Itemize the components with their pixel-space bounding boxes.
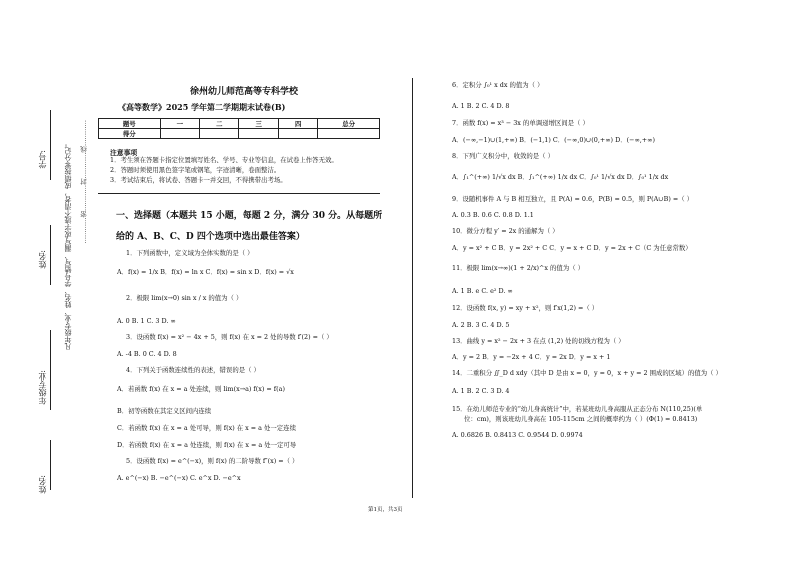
question-stem: 13．曲线 y = x² − 2x + 3 在点 (1,2) 处的切线方程为（ ）: [452, 337, 625, 345]
binding-name-bottom: 姓名:: [38, 475, 47, 494]
question-options: A．f(x) = 1/x B．f(x) = ln x C．f(x) = sin x D．f(x) = √x: [117, 268, 294, 276]
school-title: 徐州幼儿师范高等专科学校: [190, 87, 299, 97]
question-stem: 9．设随机事件 A 与 B 相互独立，且 P(A) = 0.6，P(B) = 0.5，则 P(A∪B) =（ ）: [452, 195, 694, 203]
binding-student-id: 学号:: [38, 150, 47, 169]
question-stem: 7．函数 f(x) = x³ − 3x 的单调递增区间是（ ）: [452, 119, 589, 127]
notes-title: 注意事项: [110, 149, 138, 157]
score-input-cell[interactable]: [160, 129, 199, 139]
question-options: D．若函数 f(x) 在 x = a 处连续，则 f(x) 在 x = a 处一定可导: [117, 441, 297, 449]
score-cell: 一: [160, 119, 199, 129]
question-stem: 14．二重积分 ∬_D d xdy（其中 D 是由 x = 0，y = 0，x + y = 2 围成的区域）的值为（ ）: [452, 369, 722, 377]
question-stem: 11．极限 lim(x→∞)(1 + 2/x)^x 的值为（ ）: [452, 264, 585, 272]
exam-title: 《高等数学》2025 学年第二学期期末试卷(B): [118, 102, 286, 112]
question-stem: 12．设函数 f(x, y) = xy + x²，则 f′x(1,2) =（ ）: [452, 304, 599, 312]
binding-name-bottom-line: [50, 440, 51, 490]
score-input-cell[interactable]: [239, 129, 278, 139]
score-cell: 三: [239, 119, 278, 129]
question-options: A. -4 B. 0 C. 4 D. 8: [117, 350, 177, 358]
question-stem: 10．微分方程 y′ = 2x 的通解为（ ）: [452, 227, 559, 235]
question-stem: 8．下列广义积分中，收敛的是（ ）: [452, 152, 554, 160]
question-stem: 3．设函数 f(x) = x² − 4x + 5，则 f(x) 在 x = 2 处的导数 f′(2) =（ ）: [126, 333, 333, 341]
binding-seal-line: …………密…………封…………线…………: [80, 120, 88, 244]
question-options: B．初等函数在其定义区间内连续: [117, 407, 212, 415]
score-table-header-row: [99, 119, 380, 129]
binding-student-id-line: [50, 110, 51, 180]
question-options: A．∫₁^(+∞) 1/√x dx B．∫₁^(+∞) 1/x dx C．∫₀¹ 1/√x dx D．∫₀¹ 1/x dx: [452, 173, 669, 181]
question-options: A. 0.6826 B. 0.8413 C. 0.9544 D. 0.9974: [452, 431, 583, 439]
note-item: 2．答题时须使用黑色签字笔或钢笔，字迹清晰，卷面整洁。: [110, 166, 281, 174]
question-options: A．若函数 f(x) 在 x = a 处连续，则 lim(x→a) f(x) = f(a): [117, 385, 285, 393]
question-options: A. 0 B. 1 C. 3 D. ∞: [117, 317, 176, 325]
question-stem: 1．下列函数中，定义域为全体实数的是（ ）: [126, 249, 254, 257]
binding-major: 年级专业:: [38, 370, 47, 405]
question-options: A. 1 B. e C. e² D. ∞: [452, 287, 513, 295]
question-stem: 5．设函数 f(x) = e^(−x)，则 f(x) 的二阶导数 f″(x) =（ ）: [126, 457, 299, 465]
page-divider: [412, 78, 413, 498]
score-input-cell[interactable]: [200, 129, 239, 139]
note-item: 1．考生须在答题卡指定位置填写姓名、学号、专业等信息，在试卷上作答无效。: [110, 156, 338, 164]
question-options: A. 1 B. 2 C. 3 D. 4: [452, 387, 510, 395]
score-input-cell[interactable]: [278, 129, 317, 139]
score-cell: 二: [200, 119, 239, 129]
question-options: A. 1 B. 2 C. 4 D. 8: [452, 102, 510, 110]
question-options: A．(−∞,−1)∪(1,+∞) B．(−1,1) C．(−∞,0)∪(0,+∞) D．(−∞,+∞): [452, 136, 655, 144]
score-table: [98, 118, 380, 139]
question-stem-continued: 位：cm)，则该班幼儿身高在 105-115cm 之间的概率约为（ ）(Φ(1) = 0.8413): [464, 415, 698, 423]
score-cell: 得分: [99, 129, 161, 139]
question-stem: 6．定积分 ∫₀¹ x dx 的值为（ ）: [452, 81, 544, 89]
question-options: A．y = 2 B．y = −2x + 4 C．y = 2x D．y = x + 1: [452, 353, 611, 361]
question-stem: 2．极限 lim(x→0) sin x / x 的值为（ ）: [126, 294, 243, 302]
question-options: A. e^(−x) B. −e^(−x) C. e^x D. −e^x: [117, 474, 241, 482]
note-item: 3．考试结束后，将试卷、答题卡一并交回，不得携带出考场。: [110, 176, 287, 184]
question-options: C．若函数 f(x) 在 x = a 处可导，则 f(x) 在 x = a 处一定连续: [117, 424, 296, 432]
score-table-score-row: [99, 129, 380, 139]
score-input-cell[interactable]: [318, 129, 380, 139]
section1-title-line1: 一、选择题（本题共 15 小题，每题 2 分，满分 30 分。从每题所: [116, 211, 383, 221]
binding-warning: 凡年级专业、姓名、学号错写、漏写或字迹不清者，成绩按零分记。: [64, 140, 72, 350]
question-stem: 4．下列关于函数连续性的表述，错误的是（ ）: [126, 366, 260, 374]
section1-title-line2: 给的 A、B、C、D 四个选项中选出最佳答案）: [116, 232, 305, 242]
question-stem: 15．在幼儿师范专业的“幼儿身高统计”中，若某班幼儿身高服从正态分布 N(110,25)(单: [452, 405, 703, 413]
binding-name-mid: 姓名:: [38, 250, 47, 269]
binding-major-line: [50, 330, 51, 410]
question-options: A．y = x² + C B．y = 2x² + C C．y = x + C D．y = 2x + C（C 为任意常数）: [452, 244, 692, 252]
score-cell: 四: [278, 119, 317, 129]
binding-name-mid-line: [50, 225, 51, 285]
question-options: A. 2 B. 3 C. 4 D. 5: [452, 321, 510, 329]
page-number: 第1页，共3页: [368, 507, 403, 513]
notes-divider: [98, 193, 380, 194]
question-options: A. 0.3 B. 0.6 C. 0.8 D. 1.1: [452, 211, 534, 219]
score-cell: 总分: [318, 119, 380, 129]
score-cell: 题号: [99, 119, 161, 129]
